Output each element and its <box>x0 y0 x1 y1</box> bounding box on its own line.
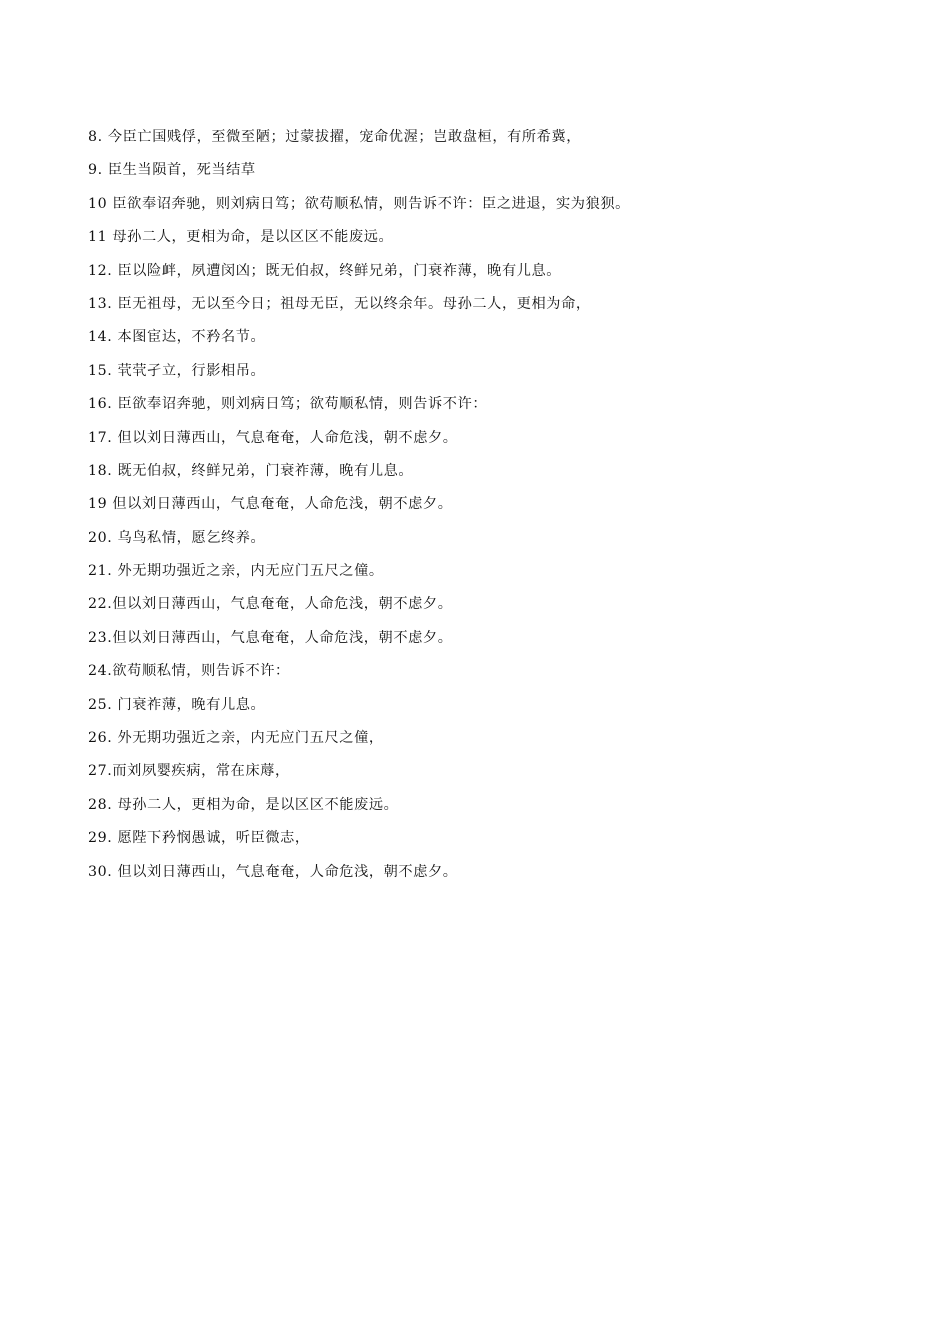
line-22: 22.但以刘日薄西山，气息奄奄，人命危浅，朝不虑夕。 <box>88 596 453 613</box>
line-23: 23.但以刘日薄西山，气息奄奄，人命危浅，朝不虑夕。 <box>88 629 453 646</box>
line-29: 29. 愿陛下矜悯愚诚，听臣微志， <box>88 830 310 847</box>
document-body <box>88 125 888 893</box>
line-11: 11 母孙二人，更相为命，是以区区不能废远。 <box>88 229 394 246</box>
line-20: 20. 乌鸟私情，愿乞终养。 <box>88 529 266 546</box>
line-21: 21. 外无期功强近之亲，内无应门五尺之僮。 <box>88 563 384 580</box>
line-19: 19 但以刘日薄西山，气息奄奄，人命危浅，朝不虑夕。 <box>88 496 453 513</box>
line-30: 30. 但以刘日薄西山，气息奄奄，人命危浅，朝不虑夕。 <box>88 863 458 880</box>
line-24: 24.欲苟顺私情，则告诉不许： <box>88 663 290 680</box>
line-13: 13. 臣无祖母，无以至今日；祖母无臣，无以终余年。母孙二人，更相为命， <box>88 295 591 312</box>
line-26: 26. 外无期功强近之亲，内无应门五尺之僮， <box>88 730 384 747</box>
line-27: 27.而刘夙婴疾病，常在床蓐， <box>88 763 290 780</box>
line-15: 15. 茕茕孑立，行影相吊。 <box>88 362 266 379</box>
line-17: 17. 但以刘日薄西山，气息奄奄，人命危浅，朝不虑夕。 <box>88 429 458 446</box>
line-14: 14. 本图宦达，不矜名节。 <box>88 329 266 346</box>
line-18: 18. 既无伯叔，终鲜兄弟，门衰祚薄，晚有儿息。 <box>88 462 414 479</box>
line-9: 9. 臣生当陨首，死当结草 <box>88 162 256 179</box>
line-12: 12. 臣以险衅，夙遭闵凶；既无伯叔，终鲜兄弟，门衰祚薄，晚有儿息。 <box>88 262 562 279</box>
line-8: 8. 今臣亡国贱俘，至微至陋；过蒙拔擢，宠命优渥；岂敢盘桓，有所希冀， <box>88 129 582 145</box>
line-25: 25. 门衰祚薄，晚有儿息。 <box>88 696 266 713</box>
line-28: 28. 母孙二人，更相为命，是以区区不能废远。 <box>88 796 399 813</box>
line-10: 10 臣欲奉诏奔驰，则刘病日笃；欲苟顺私情，则告诉不许：臣之进退，实为狼狈。 <box>88 195 630 212</box>
line-16: 16. 臣欲奉诏奔驰，则刘病日笃；欲苟顺私情，则告诉不许： <box>88 396 488 413</box>
